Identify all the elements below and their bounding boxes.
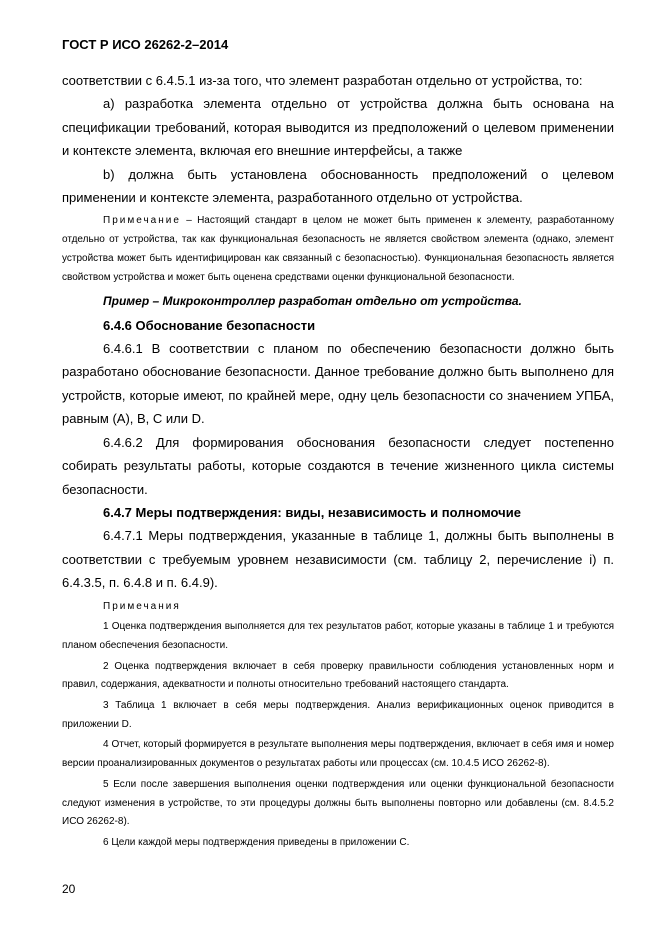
note-1-text: – Настоящий стандарт в целом не может быть применен к элементу, разработанному отдельно от устройства, так как функциональная безопасность не является свойством элемента (однако, элемент устройства может быть идентифицирован как связанный с безопасностью). Функциональная безопасность является свойством устройства и может быть оценена средствами оценки функциональной безопасности. <box>62 215 614 283</box>
note-item-5: 5 Если после завершения выполнения оценки подтверждения или оценки функциональной безопасности следуют изменения в устройстве, то эти процедуры должны быть выполнены повторно или добавлены (см. 8.4.5.2 ИСО 26262-8). <box>62 778 614 828</box>
paragraph-6-4-7-1: 6.4.7.1 Меры подтверждения, указанные в таблице 1, должны быть выполнены в соответствии с требуемым уровнем независимости (см. таблицу 2, перечисление i) п. 6.4.3.5, п. 6.4.8 и п. 6.4.9). <box>62 528 614 591</box>
note-item-3: 3 Таблица 1 включает в себя меры подтверждения. Анализ верификационных оценок приводится в приложении D. <box>62 700 614 730</box>
note-item-2: 2 Оценка подтверждения включает в себя проверку правильности соблюдения установленных норм и правил, содержания, адекватности и полноты относительно требований настоящего стандарта. <box>62 660 614 691</box>
paragraph-6-4-6-1: 6.4.6.1 В соответствии с планом по обеспечению безопасности должно быть разработано обоснование безопасности. Данное требование должно быть выполнено для устройств, которые имеют, по крайней мере, одну цель безопасности со значением УПБА, равным (А), В, С или D. <box>62 341 614 427</box>
notes-label: Примечания <box>103 600 181 612</box>
page-number: 20 <box>62 882 76 896</box>
note-item-1: 1 Оценка подтверждения выполняется для тех результатов работ, которые указаны в таблице 1 и требуются планом обеспечения безопасности. <box>62 621 614 651</box>
heading-6-4-7: 6.4.7 Меры подтверждения: виды, независимость и полномочие <box>103 504 521 520</box>
list-item-b: b) должна быть установлена обоснованность предположений о целевом применении и контексте элемента, разработанного отдельно от устройства. <box>62 166 614 206</box>
note-item-6: 6 Цели каждой меры подтверждения приведены в приложении С. <box>103 836 410 848</box>
paragraph-continuation: соответствии с 6.4.5.1 из-за того, что элемент разработан отдельно от устройства, то: <box>62 73 583 88</box>
example-text: Пример – Микроконтроллер разработан отдельно от устройства. <box>103 294 522 309</box>
paragraph-6-4-6-2: 6.4.6.2 Для формирования обоснования безопасности следует постепенно собирать результаты работы, которые создаются в течение жизненного цикла системы безопасности. <box>62 434 614 497</box>
list-item-a: а) разработка элемента отдельно от устройства должна быть основана на спецификации требований, которая выводится из предположений о целевом применении и контексте элемента, включая его внешние интерфейсы, а также <box>62 96 614 159</box>
page-body <box>62 69 614 853</box>
note-item-4: 4 Отчет, который формируется в результате выполнения меры подтверждения, включает в себя имя и номер версии проанализированных документов о результатах работы или процессах (см. 10.4.5 ИСО 26262-8). <box>62 739 614 770</box>
heading-6-4-6: 6.4.6 Обоснование безопасности <box>103 317 316 333</box>
note-1 <box>62 212 614 287</box>
note-1-label: Примечание <box>103 215 181 227</box>
page-header: ГОСТ Р ИСО 26262-2–2014 <box>62 37 229 52</box>
